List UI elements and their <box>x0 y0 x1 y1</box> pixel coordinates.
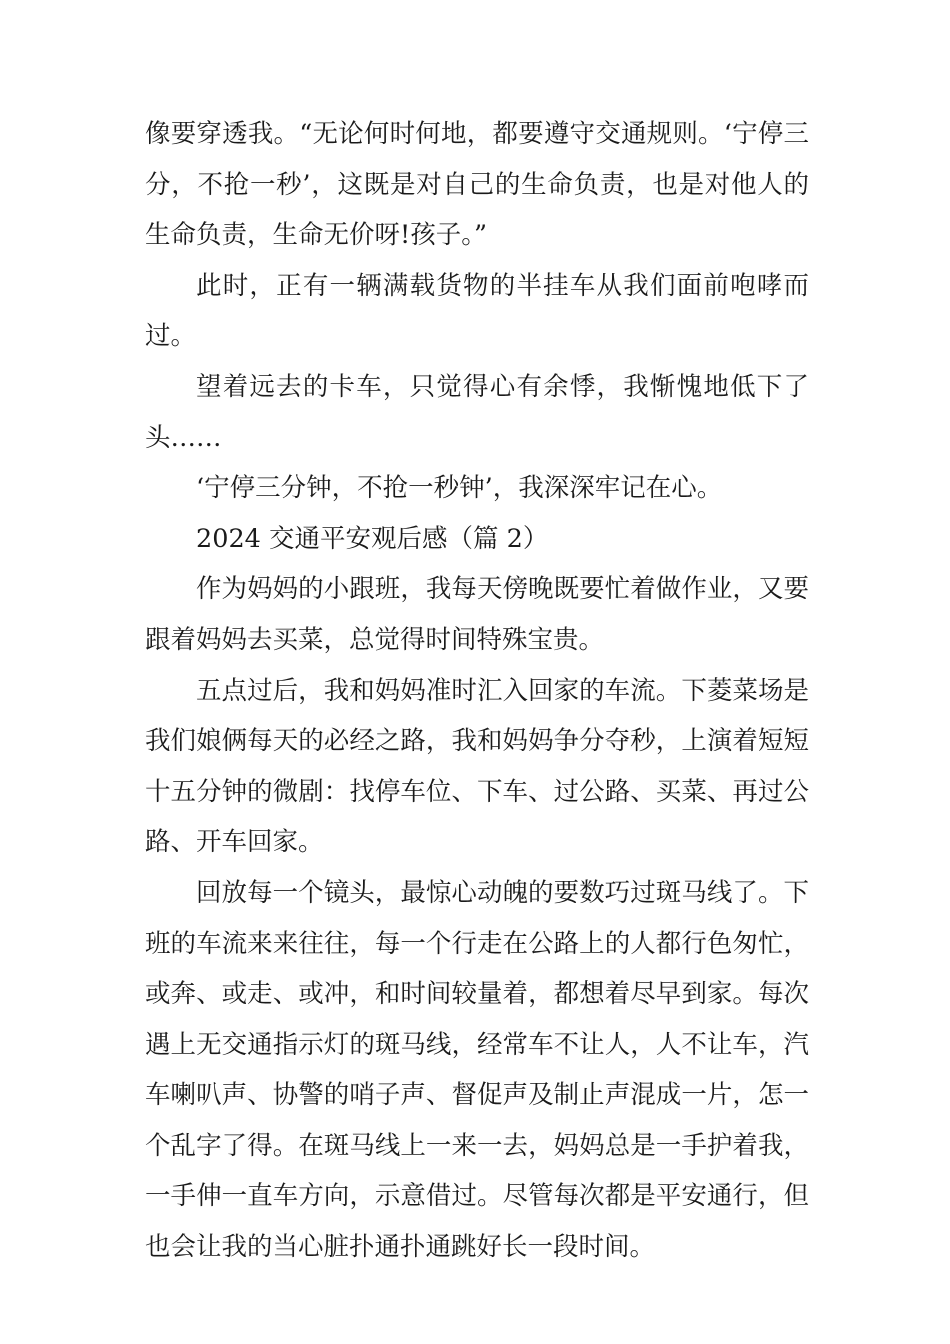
paragraph-motto: ‘宁停三分钟，不抢一秒钟’，我深深牢记在心。 <box>196 473 723 504</box>
paragraph-crossing: 回放每一个镜头，最惊心动魄的要数巧过斑马线了。下班的车流来来往往，每一个行走在公路上的人都行色匆忙，或奔、或走、或冲，和时间较量着，都想着尽早到家。每次遇上无交通指示灯的斑马线，经常车不让人，人不让车，汽车喇叭声、协警的哨子声、督促声及制止声混成一片，怎一个乱字了得。在斑马线上一来一去，妈妈总是一手护着我，一手伸一直车方向，示意借过。尽管每次都是平安通行，但也会让我的当心脏扑通扑通跳好长一段时间。 <box>145 877 809 1263</box>
paragraph-truck: 此时，正有一辆满载货物的半挂车从我们面前咆哮而过。 <box>145 270 809 352</box>
paragraph-ashamed: 望着远去的卡车，只觉得心有余悸，我惭愧地低下了头…… <box>145 371 809 453</box>
paragraph-intro: 作为妈妈的小跟班，我每天傍晚既要忙着做作业，又要跟着妈妈去买菜，总觉得时间特殊宝贵。 <box>145 574 809 655</box>
section-heading: 2024 交通平安观后感（篇 2） <box>196 523 549 554</box>
paragraph-commute: 五点过后，我和妈妈准时汇入回家的车流。下菱菜场是我们娘俩每天的必经之路，我和妈妈争分夺秒，上演着短短十五分钟的微剧：找停车位、下车、过公路、买菜、再过公路、开车回家。 <box>145 675 809 858</box>
paragraph-continued: 像要穿透我。“无论何时何地，都要遵守交通规则。‘宁停三分，不抢一秒’，这既是对自己的生命负责，也是对他人的生命负责，生命无价呀!孩子。” <box>145 119 809 251</box>
document-body <box>145 109 809 1273</box>
